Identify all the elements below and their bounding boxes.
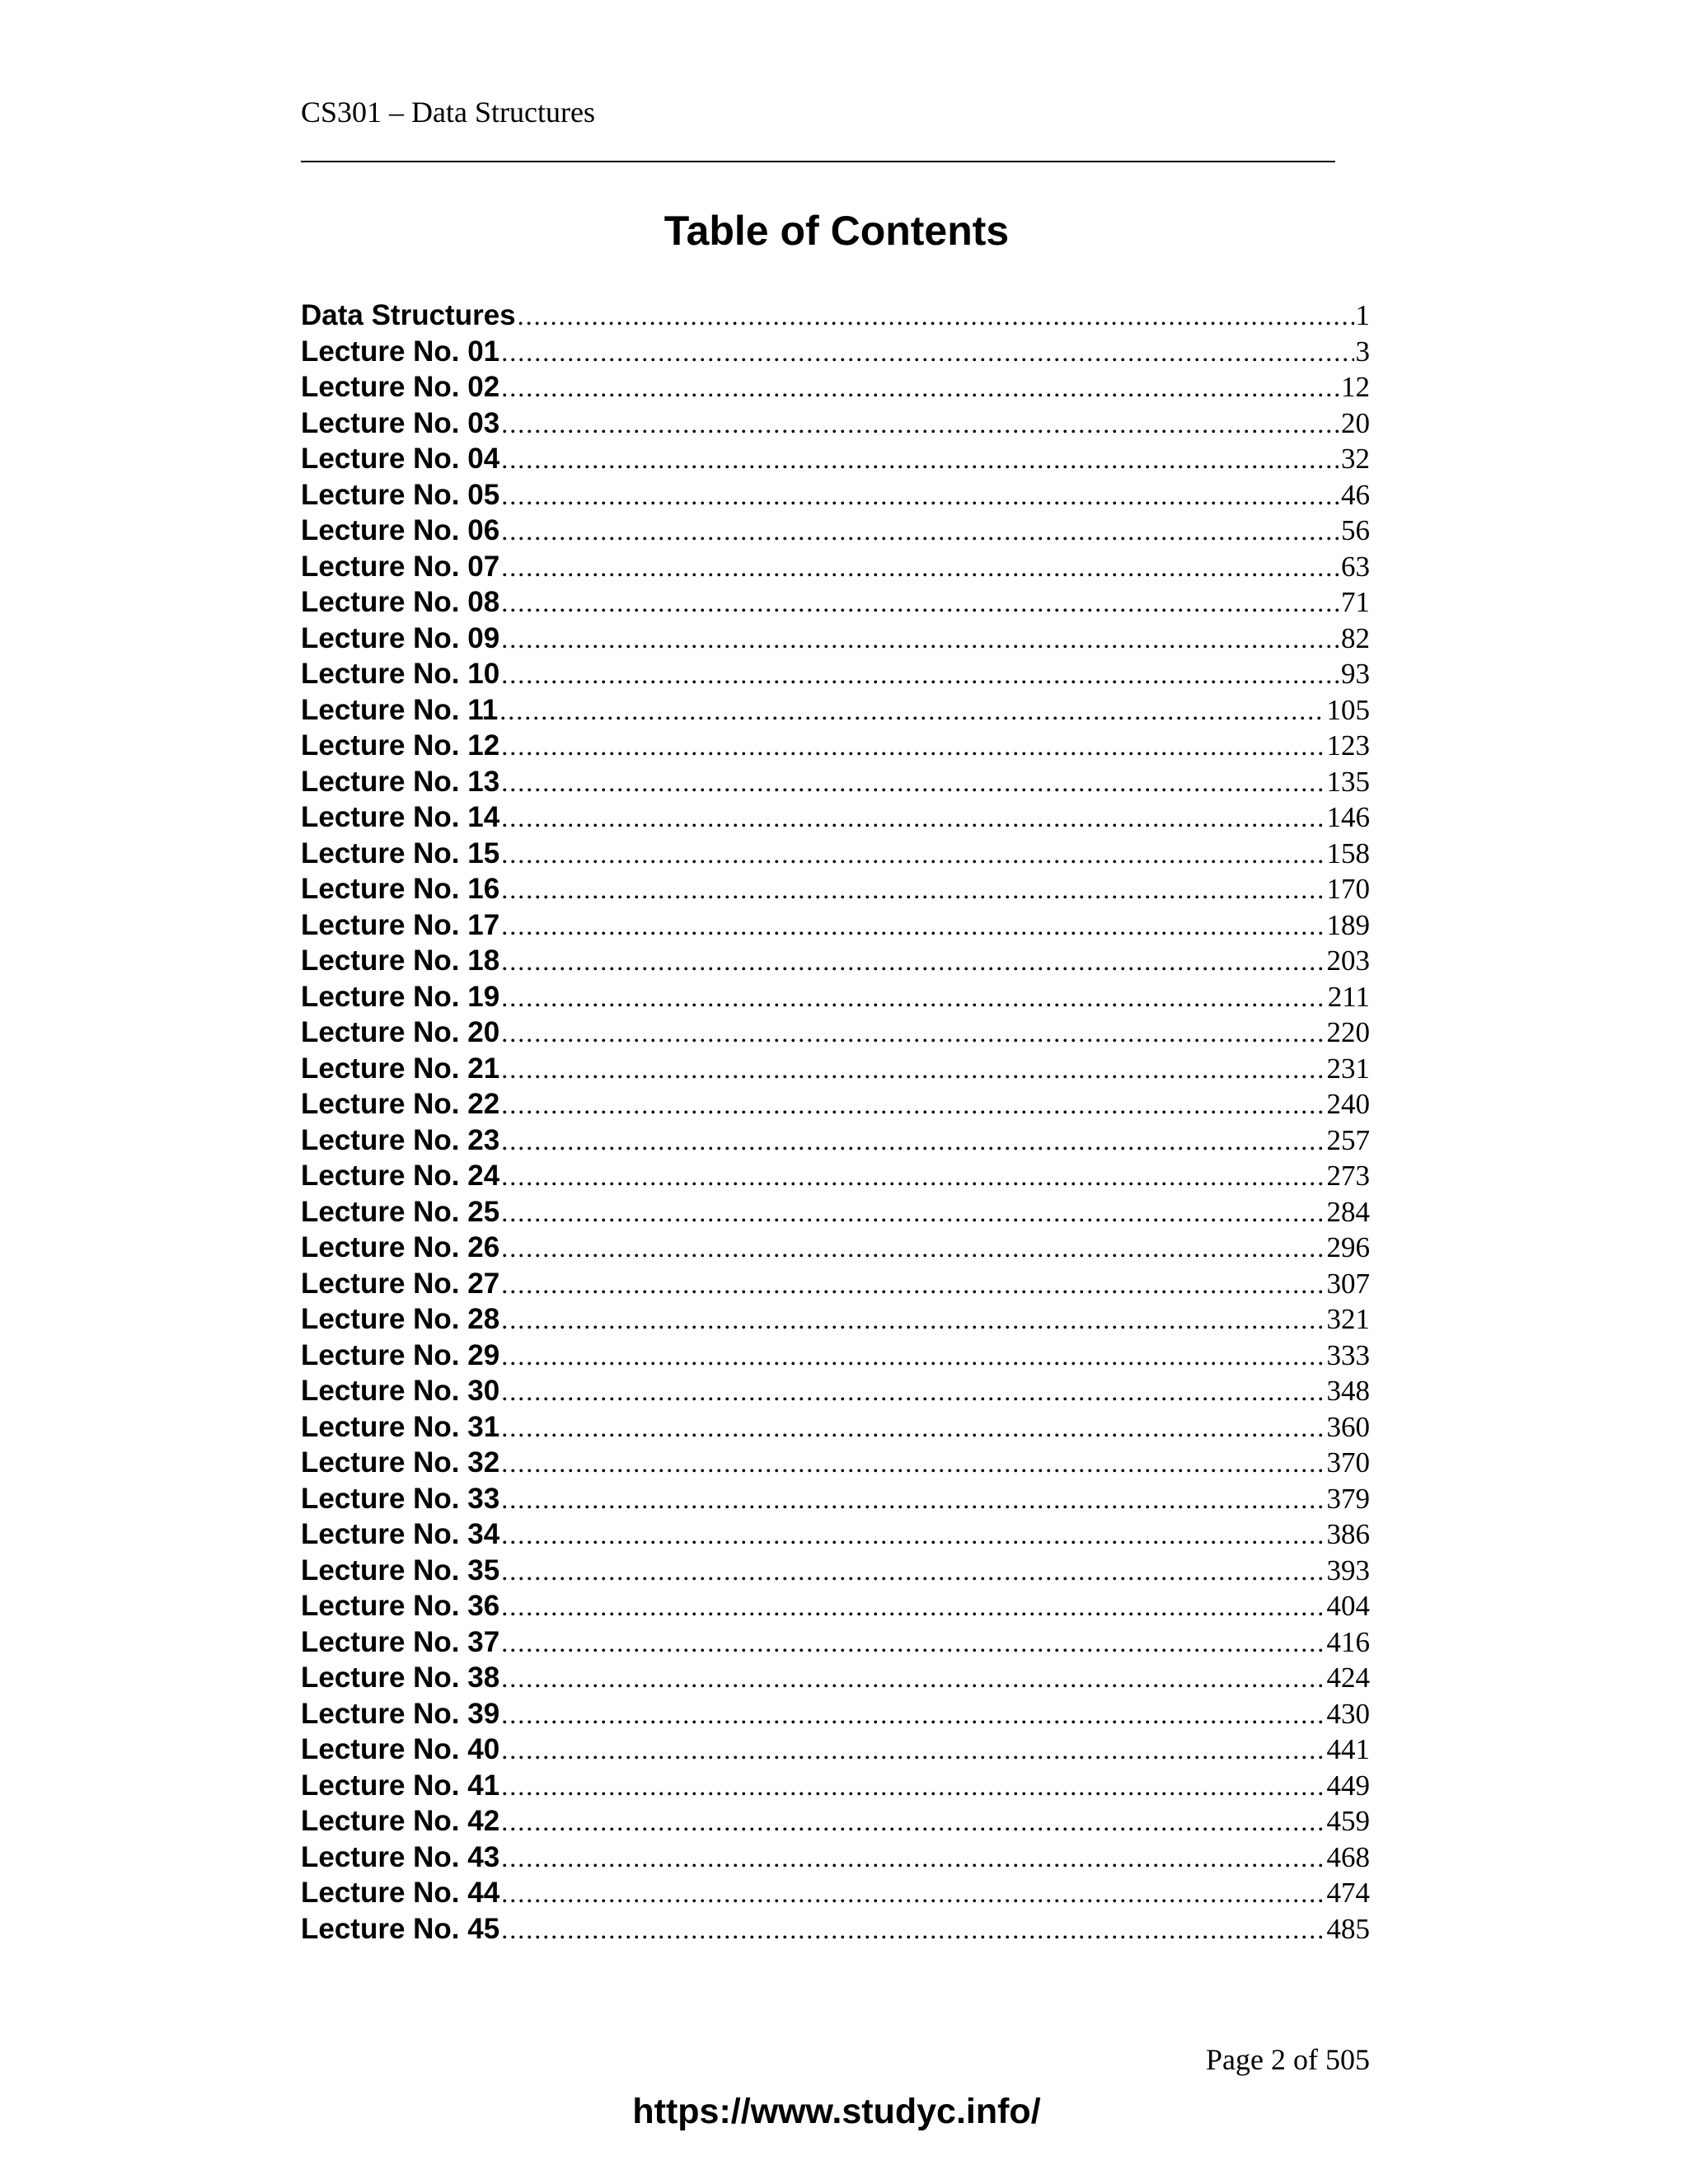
toc-dot-leader: [501, 1732, 1325, 1768]
toc-entry-label: Lecture No. 14: [301, 801, 500, 833]
toc-entry[interactable]: [301, 943, 1370, 979]
toc-entry-label: Lecture No. 43: [301, 1840, 500, 1873]
toc-dot-leader: [501, 442, 1339, 477]
toc-dot-leader: [501, 872, 1325, 907]
toc-entry-label: Data Structures: [301, 299, 516, 331]
toc-dot-leader: [501, 1554, 1325, 1589]
toc-entry-page: 386: [1326, 1518, 1370, 1550]
toc-entry[interactable]: [301, 1553, 1370, 1589]
toc-entry-page: 416: [1326, 1625, 1370, 1658]
toc-dot-leader: [501, 1195, 1325, 1230]
toc-dot-leader: [501, 1267, 1325, 1302]
toc-entry-label: Lecture No. 27: [301, 1267, 500, 1300]
toc-entry[interactable]: [301, 1230, 1370, 1266]
toc-entry-label: Lecture No. 42: [301, 1805, 500, 1837]
toc-entry-page: 468: [1326, 1840, 1370, 1873]
toc-entry-page: 170: [1326, 873, 1370, 905]
toc-dot-leader: [501, 1374, 1325, 1409]
toc-entry[interactable]: [301, 441, 1370, 477]
toc-entry-page: 284: [1326, 1195, 1370, 1228]
toc-entry-page: 430: [1326, 1697, 1370, 1730]
toc-entry[interactable]: [301, 1875, 1370, 1911]
toc-entry[interactable]: [301, 799, 1370, 836]
toc-entry-label: Lecture No. 11: [301, 693, 499, 726]
toc-entry-page: 46: [1341, 478, 1370, 511]
toc-dot-leader: [501, 1123, 1325, 1159]
toc-entry-label: Lecture No. 19: [301, 980, 500, 1013]
toc-entry-page: 123: [1326, 729, 1370, 762]
toc-dot-leader: [501, 370, 1339, 405]
toc-entry[interactable]: [301, 405, 1370, 442]
toc-dot-leader: [501, 1482, 1325, 1517]
toc-entry[interactable]: [301, 477, 1370, 513]
toc-dot-leader: [501, 657, 1339, 692]
toc-entry-page: 203: [1326, 944, 1370, 977]
toc-entry-page: 146: [1326, 801, 1370, 833]
toc-dot-leader: [501, 1159, 1325, 1194]
toc-entry[interactable]: [301, 1409, 1370, 1446]
toc-entry-page: 231: [1326, 1052, 1370, 1085]
toc-entry-label: Lecture No. 15: [301, 837, 500, 869]
toc-entry-label: Lecture No. 13: [301, 765, 500, 798]
toc-dot-leader: [501, 944, 1325, 979]
toc-dot-leader: [501, 406, 1339, 442]
toc-entry-label: Lecture No. 17: [301, 908, 500, 941]
toc-entry-page: 257: [1326, 1123, 1370, 1156]
toc-entry[interactable]: [301, 1911, 1370, 1947]
toc-dot-leader: [501, 1410, 1325, 1446]
toc-dot-leader: [501, 837, 1325, 872]
toc-entry[interactable]: [301, 1445, 1370, 1481]
toc-entry-page: 485: [1326, 1912, 1370, 1945]
page-number: Page 2 of 505: [1206, 2043, 1370, 2076]
toc-dot-leader: [501, 1015, 1325, 1051]
toc-dot-leader: [501, 908, 1325, 944]
toc-entry-page: 273: [1326, 1160, 1370, 1192]
toc-entry-page: 307: [1326, 1267, 1370, 1300]
toc-entry-label: Lecture No. 09: [301, 621, 500, 654]
toc-entry-page: 71: [1341, 586, 1370, 618]
toc-entry-label: Lecture No. 05: [301, 478, 500, 511]
toc-entry-label: Lecture No. 44: [301, 1877, 500, 1909]
toc-entry-page: 240: [1326, 1088, 1370, 1120]
toc-entry-label: Lecture No. 07: [301, 550, 500, 583]
toc-entry-label: Lecture No. 01: [301, 335, 500, 368]
toc-entry-label: Lecture No. 31: [301, 1410, 500, 1443]
toc-entry[interactable]: [301, 621, 1370, 657]
toc-entry-label: Lecture No. 21: [301, 1052, 500, 1085]
toc-dot-leader: [501, 1804, 1325, 1840]
toc-entry[interactable]: [301, 1266, 1370, 1302]
toc-dot-leader: [501, 765, 1325, 800]
toc-dot-leader: [501, 550, 1339, 585]
toc-entry[interactable]: [301, 836, 1370, 872]
toc-dot-leader: [501, 1661, 1325, 1696]
toc-entry[interactable]: [301, 1122, 1370, 1159]
toc-entry-page: 3: [1355, 335, 1370, 368]
toc-entry[interactable]: [301, 1732, 1370, 1768]
toc-entry-label: Lecture No. 23: [301, 1123, 500, 1156]
toc-dot-leader: [501, 1517, 1325, 1553]
toc-entry[interactable]: [301, 549, 1370, 585]
toc-dot-leader: [501, 1625, 1325, 1661]
toc-entry-label: Lecture No. 03: [301, 406, 500, 439]
toc-entry[interactable]: [301, 369, 1370, 405]
toc-entry-page: 135: [1326, 765, 1370, 798]
toc-entry[interactable]: [301, 1194, 1370, 1230]
toc-entry[interactable]: [301, 1015, 1370, 1051]
toc-entry-page: 211: [1327, 980, 1370, 1013]
toc-entry-page: 370: [1326, 1446, 1370, 1479]
toc-entry-label: Lecture No. 04: [301, 443, 500, 475]
toc-entry-page: 333: [1326, 1338, 1370, 1371]
toc-title: Table of Contents: [663, 208, 1010, 254]
toc-entry-page: 82: [1341, 621, 1370, 654]
toc-dot-leader: [501, 585, 1339, 621]
toc-entry-page: 404: [1326, 1590, 1370, 1622]
toc-entry[interactable]: [301, 907, 1370, 944]
toc-entry-page: 105: [1326, 693, 1370, 726]
toc-entry-label: Lecture No. 02: [301, 371, 500, 403]
toc-dot-leader: [501, 1876, 1325, 1911]
toc-entry-label: Lecture No. 18: [301, 944, 500, 977]
running-header: CS301 – Data Structures: [301, 96, 595, 129]
toc-entry[interactable]: [301, 764, 1370, 800]
toc-entry-label: Lecture No. 29: [301, 1338, 500, 1371]
toc-entry-page: 20: [1341, 406, 1370, 439]
toc-dot-leader: [501, 478, 1339, 513]
toc-dot-leader: [501, 1052, 1325, 1087]
toc-entry[interactable]: [301, 1158, 1370, 1194]
toc-entry[interactable]: [301, 728, 1370, 764]
header-rule: [301, 161, 1335, 162]
toc-dot-leader: [501, 621, 1339, 657]
toc-entry[interactable]: [301, 1086, 1370, 1122]
toc-dot-leader: [501, 980, 1326, 1015]
toc-entry-label: Lecture No. 37: [301, 1625, 500, 1658]
toc-entry[interactable]: [301, 1840, 1370, 1876]
toc-entry[interactable]: [301, 1481, 1370, 1517]
toc-entry-label: Lecture No. 35: [301, 1554, 500, 1586]
toc-dot-leader: [501, 1769, 1325, 1804]
toc-entry-label: Lecture No. 22: [301, 1088, 500, 1120]
toc-entry-page: 449: [1326, 1769, 1370, 1802]
toc-entry[interactable]: [301, 979, 1370, 1015]
toc-entry-label: Lecture No. 06: [301, 514, 500, 546]
toc-dot-leader: [501, 1912, 1325, 1947]
toc-entry-label: Lecture No. 25: [301, 1195, 500, 1228]
toc-dot-leader: [501, 513, 1339, 549]
toc-entry-label: Lecture No. 24: [301, 1160, 500, 1192]
toc-entry-page: 360: [1326, 1410, 1370, 1443]
toc-entry-page: 441: [1326, 1733, 1370, 1765]
toc-entry-label: Lecture No. 16: [301, 873, 500, 905]
toc-entry[interactable]: [301, 584, 1370, 621]
toc-entry[interactable]: [301, 298, 1370, 334]
toc-entry-label: Lecture No. 41: [301, 1769, 500, 1802]
toc-entry[interactable]: [301, 1338, 1370, 1374]
toc-entry[interactable]: [301, 1803, 1370, 1840]
toc-dot-leader: [501, 1230, 1325, 1266]
toc-entry-label: Lecture No. 30: [301, 1375, 500, 1407]
toc-entry-label: Lecture No. 26: [301, 1231, 500, 1263]
toc-entry-page: 424: [1326, 1661, 1370, 1694]
toc-entry-page: 296: [1326, 1231, 1370, 1263]
toc-entry-label: Lecture No. 20: [301, 1016, 500, 1048]
toc-entry-label: Lecture No. 39: [301, 1697, 500, 1730]
toc-dot-leader: [501, 1446, 1325, 1481]
toc-dot-leader: [501, 1697, 1325, 1732]
toc-entry-page: 474: [1326, 1877, 1370, 1909]
toc-dot-leader: [501, 1589, 1325, 1624]
toc-dot-leader: [501, 1338, 1325, 1374]
toc-dot-leader: [501, 1302, 1325, 1338]
toc-dot-leader: [499, 693, 1325, 729]
toc-entry[interactable]: [301, 1660, 1370, 1696]
toc-entry-label: Lecture No. 08: [301, 586, 500, 618]
toc-entry-page: 459: [1326, 1805, 1370, 1837]
footer-url[interactable]: https://www.studyc.info/: [632, 2092, 1041, 2131]
toc-entry-label: Lecture No. 32: [301, 1446, 500, 1479]
toc-entry-page: 379: [1326, 1482, 1370, 1515]
toc-entry-page: 189: [1326, 908, 1370, 941]
toc-entry[interactable]: [301, 1373, 1370, 1409]
toc-dot-leader: [501, 1840, 1325, 1876]
toc-entry[interactable]: [301, 1588, 1370, 1624]
toc-entry-page: 321: [1326, 1303, 1370, 1335]
toc-entry[interactable]: [301, 513, 1370, 549]
toc-entry-label: Lecture No. 36: [301, 1590, 500, 1622]
toc-entry[interactable]: [301, 1051, 1370, 1087]
toc-entry-page: 1: [1355, 299, 1370, 331]
toc-entry[interactable]: [301, 1301, 1370, 1338]
toc-entry-page: 12: [1341, 371, 1370, 403]
toc-entry-page: 93: [1341, 658, 1370, 690]
toc-entry-page: 63: [1341, 550, 1370, 583]
toc-dot-leader: [501, 1087, 1325, 1122]
toc-entry-label: Lecture No. 33: [301, 1482, 500, 1515]
toc-entry-page: 348: [1326, 1375, 1370, 1407]
toc-entry-page: 158: [1326, 837, 1370, 869]
toc-entry[interactable]: [301, 1516, 1370, 1553]
toc-entry-label: Lecture No. 28: [301, 1303, 500, 1335]
toc-entry-label: Lecture No. 34: [301, 1518, 500, 1550]
toc-entry[interactable]: [301, 1624, 1370, 1661]
toc-entry-label: Lecture No. 10: [301, 658, 500, 690]
toc-entry-label: Lecture No. 38: [301, 1661, 500, 1694]
toc-entry-page: 393: [1326, 1554, 1370, 1586]
toc-list: [301, 298, 1370, 1947]
toc-entry-label: Lecture No. 40: [301, 1733, 500, 1765]
toc-dot-leader: [501, 800, 1325, 836]
toc-dot-leader: [501, 335, 1353, 370]
toc-dot-leader: [501, 729, 1325, 764]
toc-entry[interactable]: [301, 692, 1370, 729]
toc-entry[interactable]: [301, 656, 1370, 692]
toc-entry[interactable]: [301, 871, 1370, 907]
toc-entry-page: 220: [1326, 1016, 1370, 1048]
toc-entry[interactable]: [301, 334, 1370, 370]
toc-dot-leader: [518, 298, 1354, 334]
toc-entry-label: Lecture No. 45: [301, 1912, 500, 1945]
toc-entry-label: Lecture No. 12: [301, 729, 500, 762]
toc-entry[interactable]: [301, 1696, 1370, 1732]
toc-entry-page: 56: [1341, 514, 1370, 546]
toc-entry-page: 32: [1341, 443, 1370, 475]
toc-entry[interactable]: [301, 1768, 1370, 1804]
